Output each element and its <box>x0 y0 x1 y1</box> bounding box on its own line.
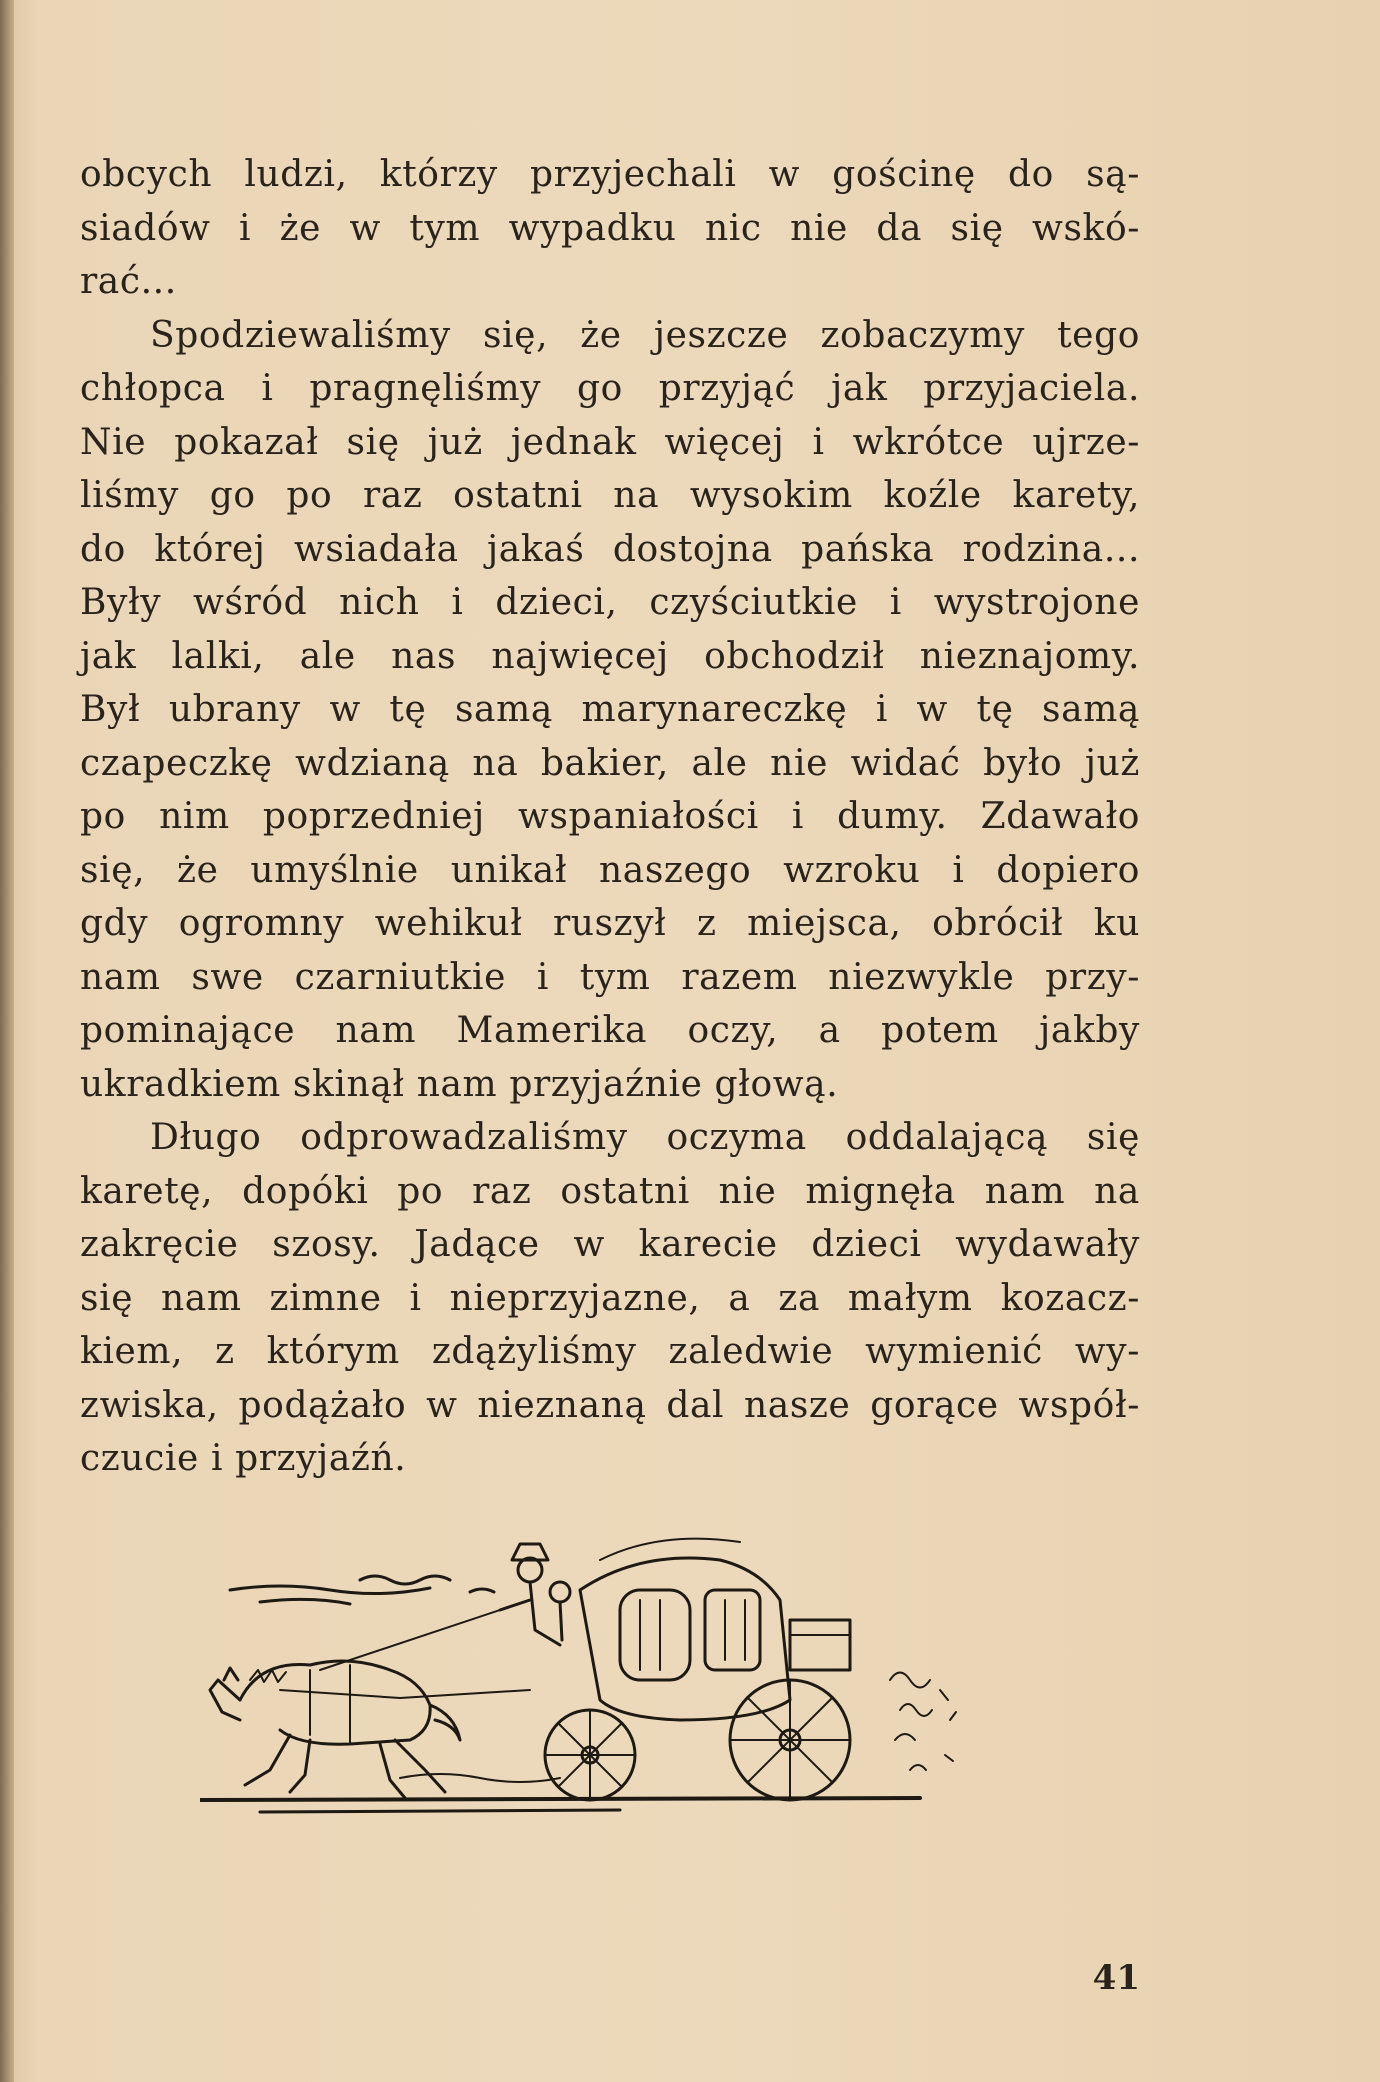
text-line: zakręcie szosy. Jadące w karecie dzieci wydawały <box>80 1224 1140 1265</box>
text-line: chłopca i pragnęliśmy go przyjąć jak przyjaciela. <box>80 368 1140 409</box>
text-line: ukradkiem skinął nam przyjaźnie głową. <box>80 1063 839 1105</box>
text-line: się, że umyślnie unikał naszego wzroku i dopiero <box>80 849 1140 891</box>
text-line: czucie i przyjaźń. <box>80 1438 407 1479</box>
text-line: Były wśród nich i dzieci, czyściutkie i wystrojone <box>80 582 1140 623</box>
page-number: 41 <box>1092 1958 1140 1998</box>
page-spine <box>0 0 14 2082</box>
text-line: nam swe czarniutkie i tym razem niezwykle przy- <box>80 956 1140 998</box>
text-line: do której wsiadała jakaś dostojna pańska rodzina... <box>80 528 1140 570</box>
text-line: zwiska, podążało w nieznaną dal nasze gorące współ- <box>80 1384 1140 1426</box>
text-line: rać... <box>80 261 177 302</box>
text-line: się nam zimne i nieprzyjazne, a za małym kozacz- <box>80 1277 1140 1319</box>
text-line: kiem, z którym zdążyliśmy zaledwie wymienić wy- <box>80 1331 1140 1372</box>
text-line: Nie pokazał się już jednak więcej i wkrótce ujrze- <box>80 421 1140 463</box>
text-line: Spodziewaliśmy się, że jeszcze zobaczymy tego <box>150 314 1140 356</box>
text-line: czapeczkę wdzianą na bakier, ale nie widać było już <box>80 742 1140 784</box>
text-line: po nim poprzedniej wspaniałości i dumy. Zdawało <box>80 796 1140 837</box>
text-line: liśmy go po raz ostatni na wysokim koźle karety, <box>80 475 1140 516</box>
text-line: obcych ludzi, którzy przyjechali w gościnę do są- <box>80 154 1140 195</box>
text-line: Był ubrany w tę samą marynareczkę i w tę samą <box>80 689 1140 730</box>
carriage-illustration <box>200 1530 1100 1830</box>
body-text <box>80 148 1140 1486</box>
text-line: Długo odprowadzaliśmy oczyma oddalającą się <box>150 1117 1140 1158</box>
text-line: gdy ogromny wehikuł ruszył z miejsca, obrócił ku <box>80 903 1140 944</box>
text-line: siadów i że w tym wypadku nic nie da się wskó- <box>80 207 1140 249</box>
text-line: karetę, dopóki po raz ostatni nie mignęła nam na <box>80 1170 1140 1212</box>
text-line: pominające nam Mamerika oczy, a potem jakby <box>80 1010 1140 1051</box>
text-line: jak lalki, ale nas najwięcej obchodził nieznajomy. <box>80 635 1140 677</box>
